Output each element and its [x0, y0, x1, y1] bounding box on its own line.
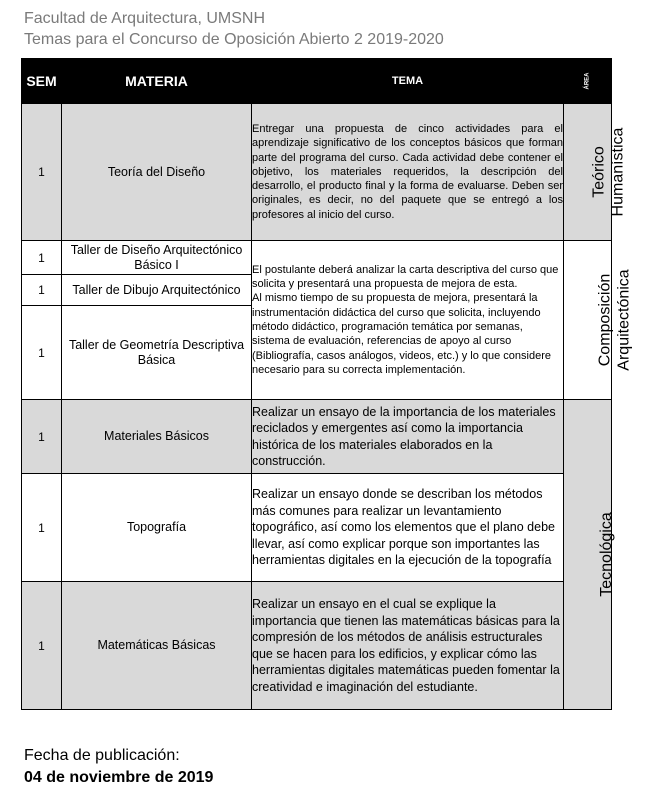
tema-cell: Realizar un ensayo de la importancia de los materiales reciclados y emergentes así como la importancia histórica de los materiales elaborados en la construcción.: [252, 400, 564, 474]
area-label: Tecnológica: [597, 512, 615, 597]
col-header-tema: TEMA: [252, 59, 564, 104]
materia-cell: Matemáticas Básicas: [62, 582, 252, 710]
area-label: Teórico Humanística: [590, 127, 627, 217]
table-row: [22, 241, 612, 275]
col-header-area-label: ÁREA: [584, 72, 591, 90]
area-cell: [564, 400, 615, 710]
sem-cell: 1: [22, 104, 62, 241]
sem-cell: 1: [22, 306, 62, 400]
publication-label: Fecha de publicación:: [24, 747, 180, 764]
col-header-area: [564, 59, 612, 104]
sem-cell: 1: [22, 582, 62, 710]
sem-cell: 1: [22, 400, 62, 474]
materia-cell: Materiales Básicos: [62, 400, 252, 474]
tema-cell: El postulante deberá analizar la carta descriptiva del curso que solicita y presentará una propuesta de mejora de esta. Al mismo tiempo de su propuesta de mejora, presentará la instrumentación didáctica del curso que solicita, incluyendo método didáctico, programación temática por semanas, sistema de evaluación, referencias de apoyo al curso (Bibliografía, casos análogos, videos, etc.) y lo que considere necesario para su correcta implementación.: [252, 241, 564, 400]
area-cell: [564, 241, 633, 400]
publication-date: 04 de noviembre de 2019: [24, 769, 214, 786]
materia-cell: Taller de Geometría Descriptiva Básica: [62, 306, 252, 400]
materia-cell: Taller de Diseño Arquitectónico Básico I: [62, 241, 252, 275]
area-cell: [564, 104, 627, 241]
table-header-row: [22, 59, 612, 104]
col-header-materia: MATERIA: [62, 59, 252, 104]
table-row: [22, 582, 612, 710]
col-header-sem: SEM: [22, 59, 62, 104]
header-faculty: Facultad de Arquitectura, UMSNH: [24, 10, 265, 27]
table-row: [22, 104, 612, 241]
area-label: Composición Arquitectónica: [596, 269, 633, 371]
header-title: Temas para el Concurso de Oposición Abierto 2 2019-2020: [24, 31, 444, 48]
tema-cell: Realizar un ensayo donde se describan los métodos más comunes para realizar un levantamiento topográfico, así como los elementos que el plano debe llevar, así como explicar porque son importantes las herramientas digitales en la ejecución de la topografía: [252, 474, 564, 582]
tema-cell: Realizar un ensayo en el cual se explique la importancia que tienen las matemáticas básicas para la compresión de los métodos de análisis estructurales que se hacen para los edificios, y explicar cómo las herramientas digitales matemáticas pueden fomentar la creatividad e imaginación del estudiante.: [252, 582, 564, 710]
sem-cell: 1: [22, 241, 62, 275]
materia-cell: Topografía: [62, 474, 252, 582]
topics-table: [21, 58, 633, 710]
materia-cell: Taller de Dibujo Arquitectónico: [62, 275, 252, 306]
table-row: [22, 400, 612, 474]
materia-cell: Teoría del Diseño: [62, 104, 252, 241]
sem-cell: 1: [22, 275, 62, 306]
sem-cell: 1: [22, 474, 62, 582]
table-row: [22, 474, 612, 582]
tema-cell: Entregar una propuesta de cinco actividades para el aprendizaje significativo de los conceptos básicos que forman parte del programa del curso. Cada actividad debe contener el objetivo, los materiales requeridos, la descripción del desarrollo, el producto final y la forma de evaluarse. Deben ser originales, es decir, no del paquete que se entregó a los profesores al inicio del curso.: [252, 104, 564, 241]
